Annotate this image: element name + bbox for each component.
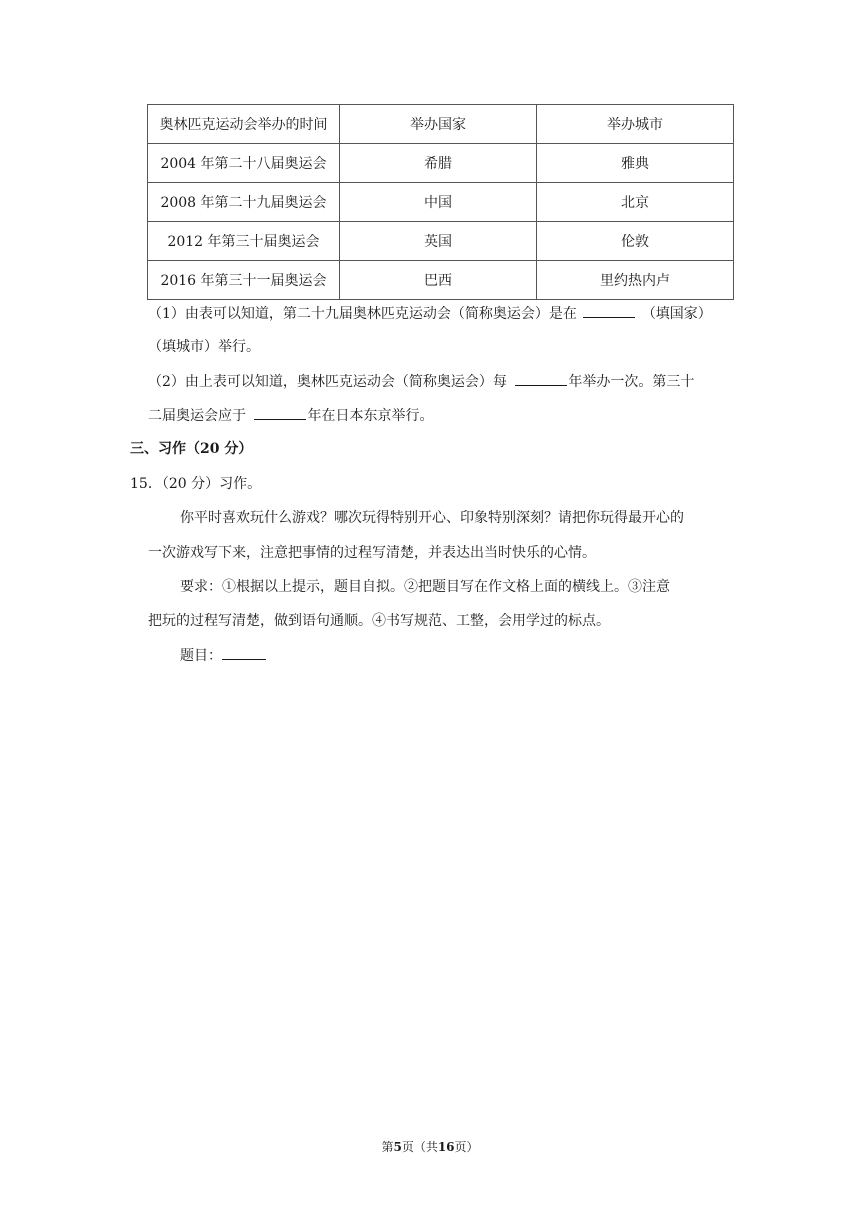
cell-time: 2004 年第二十八届奥运会 (148, 144, 340, 183)
q15-topic-blank[interactable] (222, 645, 266, 660)
footer-prefix: 第 (381, 1140, 394, 1154)
q2-year-blank[interactable] (254, 405, 306, 420)
table-row (148, 144, 734, 183)
cell-country: 巴西 (340, 261, 537, 300)
q2-text-b: 年举办一次。第三十 (568, 374, 695, 390)
q2-text-d: 年在日本东京举行。 (307, 408, 434, 424)
footer-suffix: 页） (454, 1140, 479, 1154)
footer-total-pages: 16 (437, 1140, 455, 1154)
table-row (148, 261, 734, 300)
cell-city: 伦敦 (537, 222, 734, 261)
cell-city: 雅典 (537, 144, 734, 183)
table-row (148, 222, 734, 261)
cell-city: 北京 (537, 183, 734, 222)
q2-line1 (148, 371, 694, 392)
q2-text-a: （2）由上表可以知道，奥林匹克运动会（简称奥运会）每 (148, 374, 507, 390)
cell-city: 里约热内卢 (537, 261, 734, 300)
q1-text-c: （填城市）举行。 (148, 339, 260, 355)
q15-topic-line (180, 645, 266, 666)
cell-country: 中国 (340, 183, 537, 222)
cell-time: 2016 年第三十一届奥运会 (148, 261, 340, 300)
q15-req-line2: 把玩的过程写清楚，做到语句通顺。④书写规范、工整，会用学过的标点。 (148, 613, 610, 629)
q15-prompt-line1: 你平时喜欢玩什么游戏？哪次玩得特别开心、印象特别深刻？请把你玩得最开心的 (180, 510, 684, 526)
q1-line2 (148, 337, 260, 357)
olympics-table (147, 104, 734, 300)
table-row (148, 183, 734, 222)
cell-time: 2012 年第三十届奥运会 (148, 222, 340, 261)
footer-middle: 页（共 (401, 1140, 438, 1154)
page-footer (0, 1139, 860, 1155)
header-time: 奥林匹克运动会举办的时间 (148, 105, 340, 144)
q2-text-c: 二届奥运会应于 (148, 408, 246, 424)
q1-text-a: （1）由表可以知道，第二十九届奥林匹克运动会（简称奥运会）是在 (148, 306, 577, 322)
cell-country: 英国 (340, 222, 537, 261)
q15-title: 15．（20 分）习作。 (130, 476, 262, 492)
q15-req-line1: 要求：①根据以上提示，题目自拟。②把题目写在作文格上面的横线上。③注意 (180, 579, 670, 595)
footer-page-number: 5 (393, 1140, 402, 1154)
q2-interval-blank[interactable] (515, 371, 567, 386)
q1-line1 (148, 303, 712, 324)
q1-text-b: （填国家） (641, 306, 712, 322)
table-header-row (148, 105, 734, 144)
header-city: 举办城市 (537, 105, 734, 144)
cell-country: 希腊 (340, 144, 537, 183)
section-heading: 三、习作（20 分） (130, 441, 253, 457)
cell-time: 2008 年第二十九届奥运会 (148, 183, 340, 222)
header-country: 举办国家 (340, 105, 537, 144)
q15-prompt-line2: 一次游戏写下来，注意把事情的过程写清楚，并表达出当时快乐的心情。 (148, 545, 596, 561)
q15-topic-label: 题目： (180, 648, 222, 664)
q2-line2 (148, 405, 433, 426)
q1-country-blank[interactable] (583, 303, 635, 318)
